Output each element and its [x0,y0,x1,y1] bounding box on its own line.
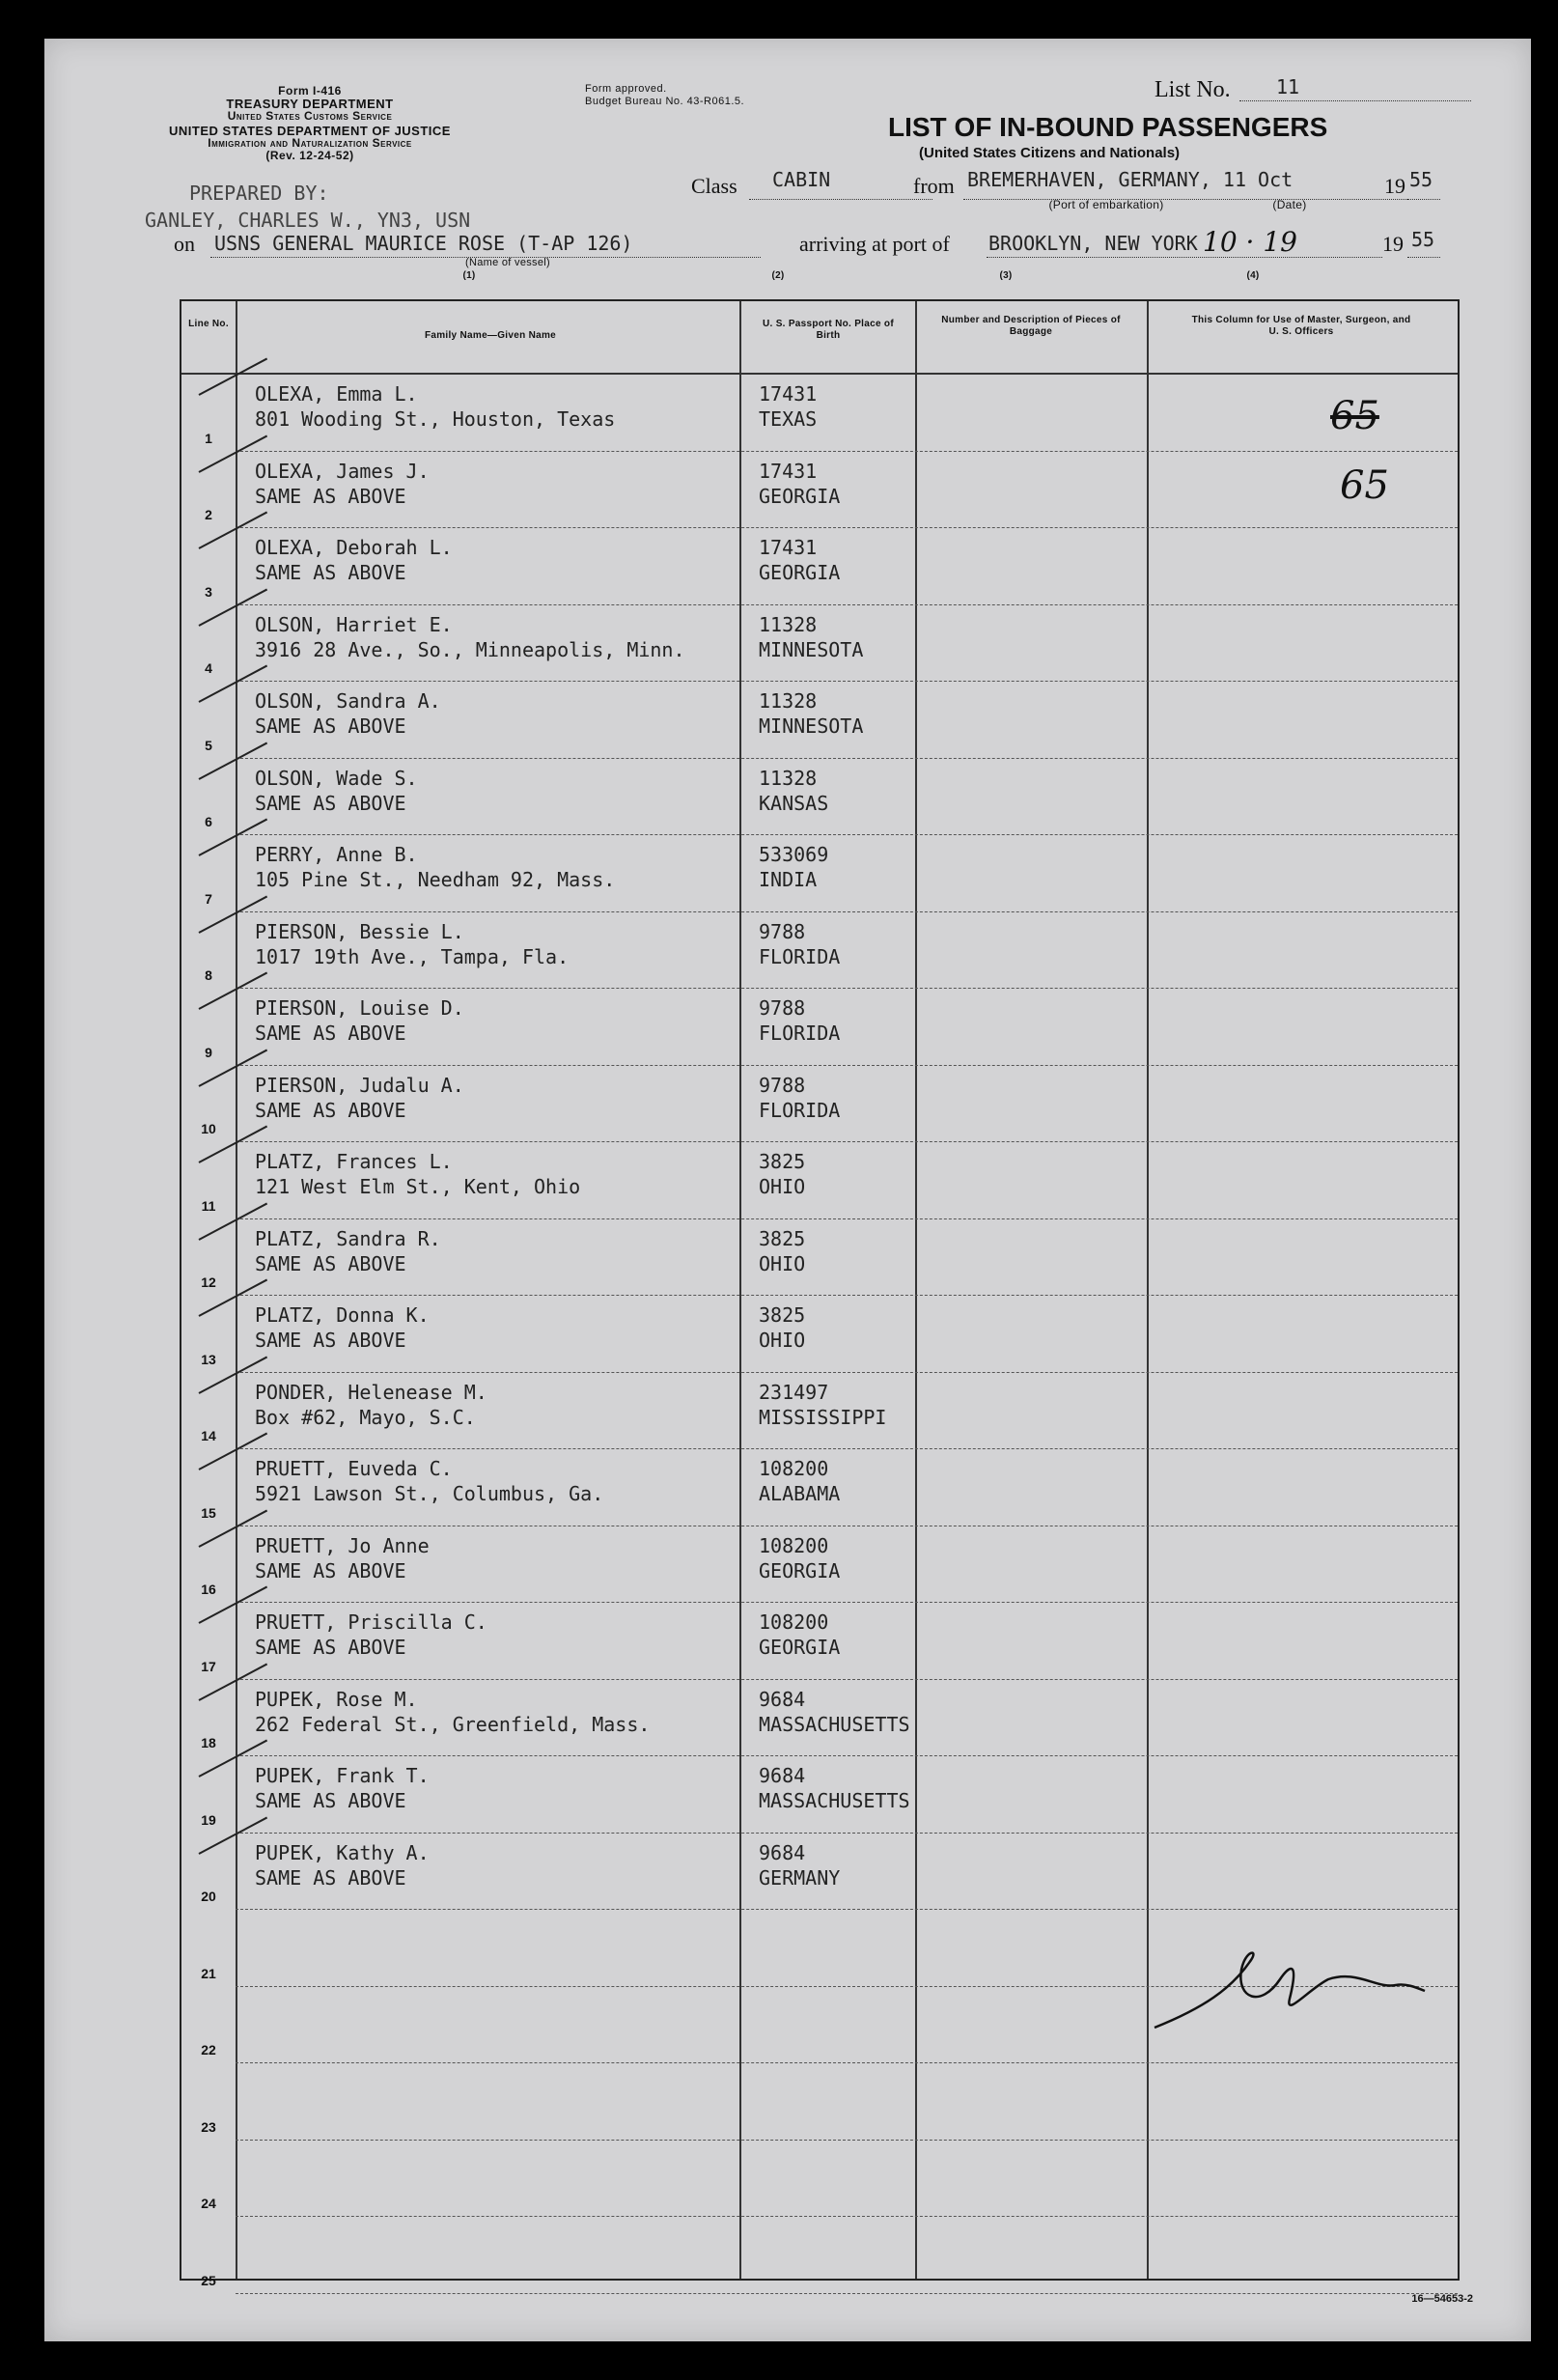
table-row [181,1526,1458,1604]
passenger-name: PRUETT, Priscilla C. [255,1610,487,1634]
table-row [181,452,1458,529]
passenger-name: PUPEK, Frank T. [255,1764,430,1787]
year1-value: 55 [1409,168,1433,191]
on-label: on [174,232,195,256]
passport-number: 9684 [759,1687,806,1711]
footer-code: 16—54653-2 [1411,2293,1473,2305]
line-number: 3 [205,583,212,600]
place-of-birth: FLORIDA [759,1022,841,1045]
year1-prefix: 19 [1384,174,1405,198]
row-divider [236,2293,1458,2294]
passenger-address: SAME AS ABOVE [255,1329,406,1352]
header-line-no: Line No. [188,319,229,329]
list-no-line [1239,100,1471,101]
passport-number: 11328 [759,689,818,713]
date-caption: (Date) [1272,198,1307,211]
place-of-birth: MINNESOTA [759,714,864,738]
line-number: 8 [205,967,212,983]
passport-number: 9788 [759,1073,806,1097]
vessel-caption: (Name of vessel) [465,257,550,268]
passport-number: 11328 [759,766,818,790]
passenger-address: SAME AS ABOVE [255,484,406,508]
passenger-name: PIERSON, Judalu A. [255,1073,464,1097]
passenger-name: PRUETT, Jo Anne [255,1533,430,1557]
passport-number: 3825 [759,1226,806,1250]
passenger-name: PRUETT, Euveda C. [255,1457,453,1480]
year2-value: 55 [1411,228,1435,251]
place-of-birth: OHIO [759,1251,806,1275]
place-of-birth: GERMANY [759,1865,841,1890]
line-number: 21 [201,1965,216,1981]
table-row [181,605,1458,683]
line-number: 17 [201,1658,216,1674]
table-row [181,1142,1458,1219]
class-line [749,199,932,200]
passport-number: 17431 [759,459,818,483]
place-of-birth: MASSACHUSETTS [759,1789,910,1812]
passport-number: 533069 [759,843,829,866]
passenger-address: 801 Wooding St., Houston, Texas [255,407,616,431]
passport-number: 9788 [759,919,806,943]
line-number: 6 [205,814,212,829]
passenger-name: PIERSON, Louise D. [255,996,464,1020]
table-row [181,1373,1458,1450]
line-number: 12 [201,1274,216,1290]
table-row [181,375,1458,452]
form-approval-block [585,83,836,108]
place-of-birth: GEORGIA [759,484,841,508]
table-row [181,2217,1458,2294]
passenger-name: OLSON, Harriet E. [255,612,453,636]
table-row [181,759,1458,836]
list-no-value: 11 [1276,75,1300,98]
year2-line [1407,257,1440,258]
page-title: LIST OF IN-BOUND PASSENGERS [888,112,1328,142]
passenger-address: SAME AS ABOVE [255,1022,406,1045]
table-row [181,1834,1458,1911]
place-of-birth: TEXAS [759,407,818,431]
passenger-address: SAME AS ABOVE [255,1251,406,1275]
list-no-label: List No. [1155,77,1231,102]
place-of-birth: FLORIDA [759,944,841,968]
line-number: 13 [201,1351,216,1367]
line-number: 11 [201,1197,216,1214]
document-page [44,39,1531,2341]
arrival-date-handwritten: 10 · 19 [1203,226,1297,258]
passenger-name: PIERSON, Bessie L. [255,919,464,943]
passport-number: 3825 [759,1150,806,1173]
place-of-birth: GEORGIA [759,1636,841,1659]
passenger-address: SAME AS ABOVE [255,1865,406,1890]
line-number: 15 [201,1504,216,1521]
officer-struck-number: 65 [1330,394,1379,438]
passenger-name: PUPEK, Kathy A. [255,1840,430,1864]
line-number: 19 [201,1811,216,1828]
passenger-address: SAME AS ABOVE [255,791,406,815]
place-of-birth: MISSISSIPPI [759,1405,887,1429]
passport-number: 3825 [759,1303,806,1327]
place-of-birth: OHIO [759,1329,806,1352]
passenger-name: OLEXA, Emma L. [255,382,418,406]
passport-number: 11328 [759,612,818,636]
prepared-by-value: GANLEY, CHARLES W., YN3, USN [145,209,471,232]
signature [1145,1921,1434,2037]
line-number: 7 [205,890,212,907]
arriving-label: arriving at port of [799,232,950,256]
page-subtitle: (United States Citizens and Nationals) [919,145,1181,161]
passenger-name: PONDER, Helenease M. [255,1380,487,1404]
passenger-address: SAME AS ABOVE [255,1789,406,1812]
passenger-name: OLEXA, James J. [255,459,430,483]
passenger-address: 105 Pine St., Needham 92, Mass. [255,868,616,891]
header-baggage: Number and Description of Pieces of Baggage [941,315,1121,337]
passenger-address: 262 Federal St., Greenfield, Mass. [255,1712,651,1736]
passenger-name: OLEXA, Deborah L. [255,536,453,559]
table-row [181,1680,1458,1757]
passenger-address: 3916 28 Ave., So., Minneapolis, Minn. [255,637,685,661]
passport-number: 108200 [759,1533,829,1557]
passenger-address: 121 West Elm St., Kent, Ohio [255,1175,581,1198]
table-row [181,1066,1458,1143]
year1-line [1407,199,1440,200]
table-row [181,835,1458,912]
ins-service: Immigration and Naturalization Service [208,136,412,150]
budget-bureau: Budget Bureau No. 43-R061.5. [585,96,745,107]
from-value: BREMERHAVEN, GERMANY, 11 Oct [967,168,1294,191]
passenger-name: PERRY, Anne B. [255,843,418,866]
line-number: 9 [205,1044,212,1060]
header-passport: U. S. Passport No. Place of Birth [763,319,894,341]
passenger-address: Box #62, Mayo, S.C. [255,1405,476,1429]
line-number: 1 [205,430,212,446]
table-row [181,989,1458,1066]
place-of-birth: GEORGIA [759,561,841,584]
port-embarkation-caption: (Port of embarkation) [1048,198,1164,211]
officer-note-number: 65 [1340,463,1389,508]
table-row [181,682,1458,759]
form-approved: Form approved. [585,83,667,95]
arriving-port-value: BROOKLYN, NEW YORK [988,232,1198,255]
passenger-address: SAME AS ABOVE [255,561,406,584]
vessel-value: USNS GENERAL MAURICE ROSE (T-AP 126) [214,232,633,255]
place-of-birth: ALABAMA [759,1482,841,1505]
passport-number: 9684 [759,1764,806,1787]
customs-service: United States Customs Service [227,109,393,123]
class-value: CABIN [772,168,831,191]
line-number: 16 [201,1582,216,1597]
place-of-birth: FLORIDA [759,1098,841,1122]
line-number: 14 [201,1428,216,1443]
place-of-birth: KANSAS [759,791,829,815]
passport-number: 9788 [759,996,806,1020]
table-row [181,1296,1458,1373]
passport-number: 17431 [759,382,818,406]
table-row [181,1449,1458,1526]
col-num-4: (4) [1246,270,1260,281]
line-number: 4 [205,660,212,676]
passport-number: 108200 [759,1610,829,1634]
arriving-line [987,257,1382,258]
passenger-address: SAME AS ABOVE [255,1636,406,1659]
passport-number: 231497 [759,1380,829,1404]
form-number: Form I-416 [278,84,342,98]
line-number: 24 [201,2196,216,2211]
passport-number: 108200 [759,1457,829,1480]
table-row [181,912,1458,990]
line-number: 18 [201,1735,216,1750]
table-row [181,1603,1458,1680]
passenger-address: 5921 Lawson St., Columbus, Ga. [255,1482,604,1505]
place-of-birth: INDIA [759,868,818,891]
passenger-name: PUPEK, Rose M. [255,1687,418,1711]
year2-prefix: 19 [1382,232,1404,256]
passenger-address: SAME AS ABOVE [255,714,406,738]
table-row [181,528,1458,605]
treasury-department: TREASURY DEPARTMENT [226,97,394,111]
place-of-birth: GEORGIA [759,1558,841,1582]
passport-number: 9684 [759,1840,806,1864]
line-number: 20 [201,1889,216,1904]
passenger-name: OLSON, Sandra A. [255,689,441,713]
line-number: 22 [201,2042,216,2058]
passenger-name: PLATZ, Frances L. [255,1150,453,1173]
prepared-by-label: PREPARED BY: [189,182,329,205]
passenger-address: SAME AS ABOVE [255,1558,406,1582]
passenger-address: 1017 19th Ave., Tampa, Fla. [255,944,570,968]
place-of-birth: MASSACHUSETTS [759,1712,910,1736]
form-agency-block [151,85,469,162]
table-row [181,2063,1458,2141]
line-number: 2 [205,507,212,522]
place-of-birth: MINNESOTA [759,637,864,661]
line-number: 23 [201,2118,216,2135]
passport-number: 17431 [759,536,818,559]
passenger-address: SAME AS ABOVE [255,1098,406,1122]
table-row [181,1219,1458,1297]
line-number: 25 [201,2272,216,2288]
passenger-name: PLATZ, Donna K. [255,1303,430,1327]
line-number: 10 [201,1121,216,1136]
passenger-name: PLATZ, Sandra R. [255,1226,441,1250]
passenger-name: OLSON, Wade S. [255,766,418,790]
from-label: from [913,174,955,198]
line-number: 5 [205,737,212,753]
table-row [181,1756,1458,1834]
header-name: Family Name—Given Name [424,330,557,341]
place-of-birth: OHIO [759,1175,806,1198]
revision-date: (Rev. 12-24-52) [265,149,354,162]
class-label: Class [691,174,737,198]
col-num-2: (2) [771,270,785,281]
header-officers: This Column for Use of Master, Surgeon, and U. S. Officers [1191,315,1411,337]
justice-department: UNITED STATES DEPARTMENT OF JUSTICE [169,124,451,138]
col-num-1: (1) [462,270,476,281]
col-num-3: (3) [999,270,1013,281]
table-row [181,2141,1458,2218]
